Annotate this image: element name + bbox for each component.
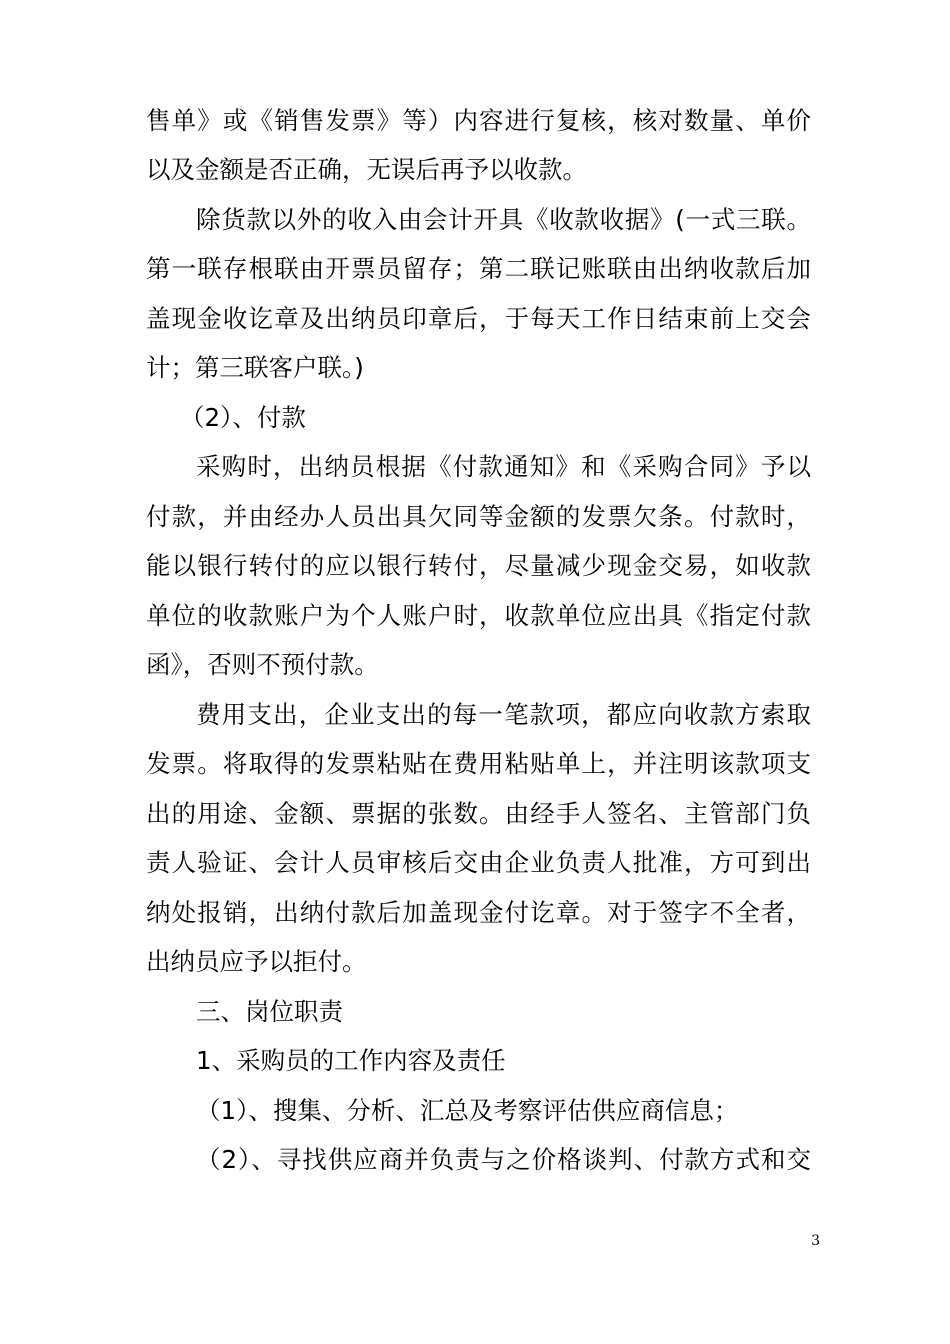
text-line: 能以银行转付的应以银行转付，尽量减少现金交易，如收款 bbox=[146, 551, 811, 580]
text-line: 计；第三联客户联。) bbox=[146, 353, 364, 382]
text-line: 单位的收款账户为个人账户时，收款单位应出具《指定付款 bbox=[146, 601, 811, 630]
subsection-heading: 1、采购员的工作内容及责任 bbox=[196, 1046, 506, 1075]
paragraph-start-line: 费用支出，企业支出的每一笔款项，都应向收款方索取 bbox=[196, 700, 811, 729]
list-item: （1）、搜集、分析、汇总及考察评估供应商信息； bbox=[196, 1096, 739, 1125]
text-line: 售单》或《销售发票》等）内容进行复核，核对数量、单价 bbox=[146, 106, 811, 135]
text-line: 以及金额是否正确，无误后再予以收款。 bbox=[146, 155, 587, 184]
page-number: 3 bbox=[811, 1233, 820, 1249]
list-item: （2）、寻找供应商并负责与之价格谈判、付款方式和交 bbox=[196, 1145, 811, 1174]
text-line: 出的用途、金额、票据的张数。由经手人签名、主管部门负 bbox=[146, 799, 811, 828]
text-line: 责人验证、会计人员审核后交由企业负责人批准，方可到出 bbox=[146, 848, 811, 877]
text-line: 出纳员应予以拒付。 bbox=[146, 947, 367, 976]
subheading-payment: （2）、付款 bbox=[180, 403, 306, 432]
text-line: 纳处报销，出纳付款后加盖现金付讫章。对于签字不全者， bbox=[146, 898, 811, 927]
paragraph-start-line: 采购时，出纳员根据《付款通知》和《采购合同》予以 bbox=[196, 452, 811, 481]
text-line: 盖现金收讫章及出纳员印章后，于每天工作日结束前上交会 bbox=[146, 304, 811, 333]
text-line: 发票。将取得的发票粘贴在费用粘贴单上，并注明该款项支 bbox=[146, 749, 811, 778]
text-line: 第一联存根联由开票员留存；第二联记账联由出纳收款后加 bbox=[146, 254, 811, 283]
section-heading: 三、岗位职责 bbox=[196, 997, 343, 1026]
paragraph-start-line: 除货款以外的收入由会计开具《收款收据》(一式三联。 bbox=[196, 205, 811, 234]
text-line: 付款，并由经办人员出具欠同等金额的发票欠条。付款时， bbox=[146, 502, 811, 531]
text-line: 函》，否则不预付款。 bbox=[146, 650, 379, 679]
